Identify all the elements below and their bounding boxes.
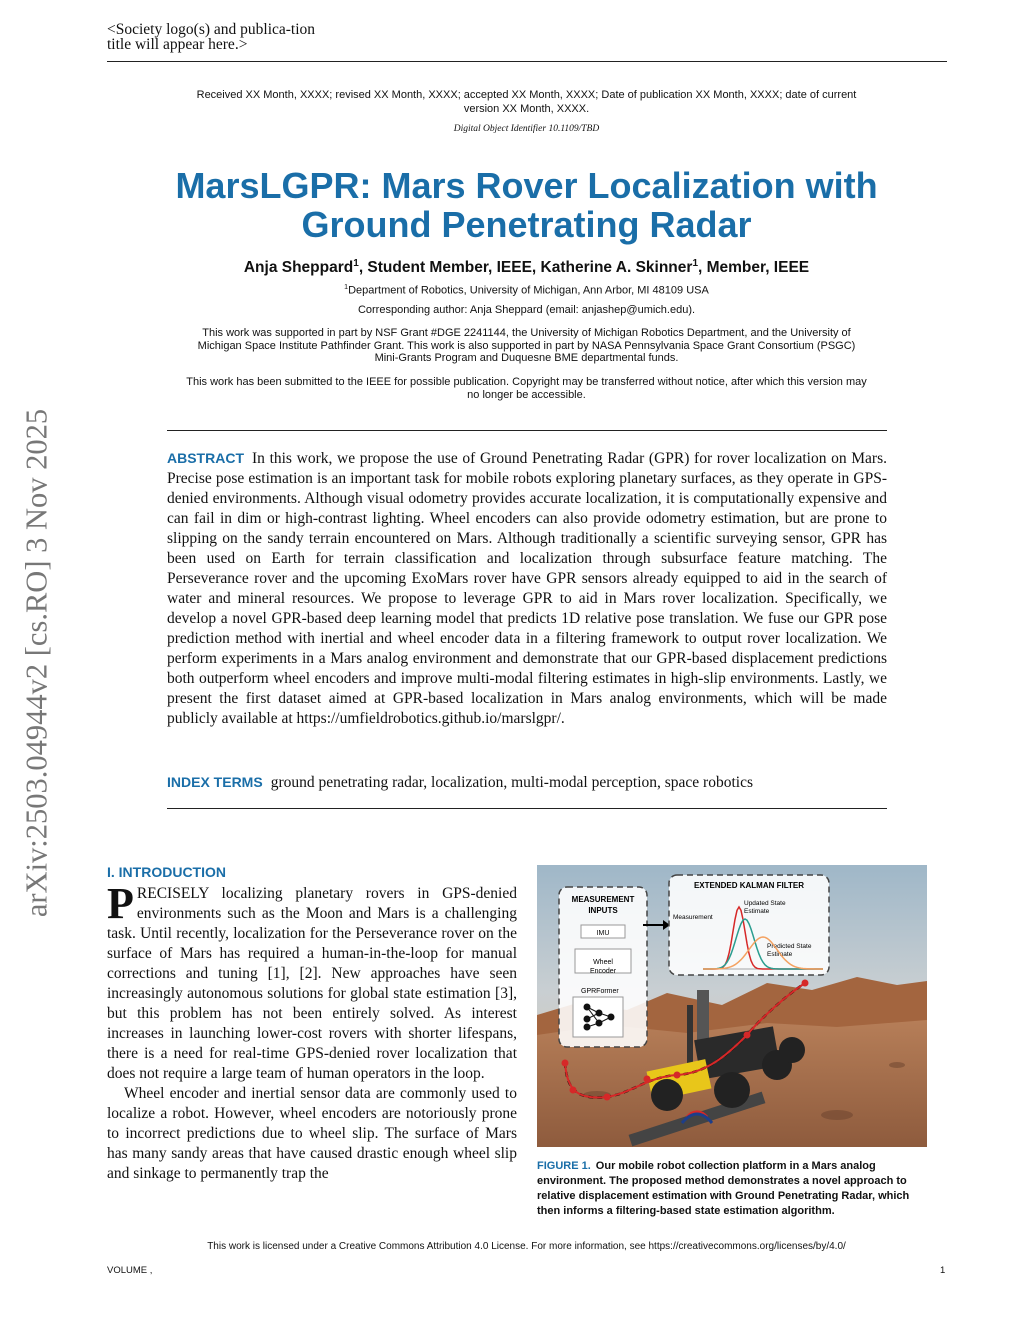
author-2-affil-mark: 1 — [692, 258, 698, 269]
intro-paragraph-2: Wheel encoder and inertial sensor data are commonly used to localize a robot. However, wheel encoders are notoriously prone to incorrect predictions due to wheel slip. The surface of Mars has many sandy areas that have caused drastic enough wheel slip and sinkage to permanently trap the — [107, 1085, 517, 1182]
author-1-affil-mark: 1 — [353, 258, 359, 269]
wheel-encoder-label: Wheel Encoder — [589, 959, 617, 975]
author-2: Katherine A. Skinner — [540, 259, 693, 277]
author-1-role: , Student Member, IEEE, — [358, 259, 541, 277]
page-number: 1 — [940, 1265, 946, 1276]
rover-wheel-1 — [651, 1079, 683, 1111]
index-terms-label: INDEX TERMS — [167, 774, 263, 790]
corresponding-author: Corresponding author: Anja Sheppard (email: anjashep@umich.edu). — [357, 304, 696, 316]
section-heading: I. INTRODUCTION — [107, 864, 226, 880]
abstract-label: ABSTRACT — [167, 450, 244, 466]
intro-paragraph-1-text: RECISELY localizing planetary rovers in GPS-denied environments such as the Moon and Mars is a challenging task. Until recently, localization for the Perseverance rover on the surface of Mars has required a human-in-the-loop for manual corrections and tuning [1], [2]. New approaches have seen increasingly autonomous solutions for global state estimation [3], but this problem has not been entirely solved. As interest increases in launching lower-cost rovers with shorter lifespans, there is a need for real-time GPS-denied rover localization that does not require a large team of human operators in the loop. — [107, 885, 517, 1082]
author-line — [150, 258, 903, 277]
measurement-label: Measurement — [673, 914, 713, 921]
author-1: Anja Sheppard — [243, 259, 354, 277]
updated-state-label: Updated State Estimate — [744, 900, 786, 915]
affiliation-mark: 1 — [344, 284, 349, 291]
abstract-top-rule — [167, 430, 887, 431]
paper-title: MarsLGPR: Mars Rover Localization with Ground Penetrating Radar — [175, 165, 878, 245]
caption-text: Our mobile robot collection platform in a Mars analog environment. The proposed method demonstrates a novel approach to relative displacement estimation with Ground Penetrating Radar, which then informs a filtering-based state estimation algorithm. — [537, 1160, 910, 1217]
measurement-inputs-panel — [559, 887, 647, 1047]
figure-label: FIGURE 1. — [537, 1160, 591, 1172]
header-rule — [107, 61, 947, 62]
figure-1-image — [537, 865, 927, 1147]
intro-paragraph-1 — [107, 879, 517, 1084]
author-2-role: , Member, IEEE — [698, 259, 810, 277]
arxiv-id: arXiv:2503.04944v2 [cs.RO] 3 Nov 2025 — [19, 408, 54, 917]
figure-caption — [537, 1159, 929, 1219]
rover-wheel-4 — [779, 1037, 805, 1063]
affiliation-text: Department of Robotics, University of Michigan, Ann Arbor, MI 48109 USA — [348, 284, 709, 297]
gprformer-label: GPRFormer — [581, 988, 619, 995]
ekf-title: EXTENDED KALMAN FILTER — [693, 881, 805, 890]
doi: Digital Object Identifier 10.1109/TBD — [453, 124, 600, 134]
introduction-body — [107, 879, 517, 1184]
imu-label: IMU — [596, 930, 610, 937]
affiliation — [150, 284, 903, 297]
network-icon-box — [573, 997, 623, 1037]
society-placeholder: <Society logo(s) and publica-tion title will appear here.> — [107, 21, 316, 53]
drop-cap: P — [107, 879, 134, 928]
measurement-inputs-title: MEASUREMENT INPUTS — [571, 895, 635, 915]
abstract — [167, 448, 887, 729]
arxiv-watermark — [14, 375, 60, 950]
predicted-state-label: Predicted State Estimate — [767, 943, 812, 958]
funding-statement: This work was supported in part by NSF Grant #DGE 2241144, the University of Michigan Robotics Department, and the University of Michigan Space Institute Pathfinder Grant. This work is also supported in part by NASA Pennsylvania Space Grant Consortium (PSGC) Mini-Grants Program and Duquesne BME departmental funds. — [197, 327, 856, 364]
license-footer: This work is licensed under a Creative Commons Attribution 4.0 License. For more information, see https://creativecommons.org/licenses/by/4.0/ — [207, 1241, 846, 1252]
ieee-notice: This work has been submitted to the IEEE for possible publication. Copyright may be transferred without notice, after which this version may no longer be accessible. — [186, 376, 867, 401]
ekf-panel — [669, 875, 829, 975]
index-terms-text: ground penetrating radar, localization, multi-modal perception, space robotics — [270, 774, 753, 791]
volume-label: VOLUME , — [107, 1265, 153, 1276]
abstract-bottom-rule — [167, 808, 887, 809]
index-terms — [167, 772, 887, 793]
abstract-text: In this work, we propose the use of Ground Penetrating Radar (GPR) for rover localization on Mars. Precise pose estimation is an important task for mobile robots exploring planetary surfaces, as they operate in GPS-denied environments. Although visual odometry provides accurate localization, it is computationally expensive and can fail in dim or high-contrast lighting. Wheel encoders can also provide odometry estimation, but are prone to slipping on the sandy terrain encountered on Mars. Although traditionally a scientific surveying sensor, GPR has been used on Earth for terrain classification and localization through subsurface feature matching. The Perseverance rover and the upcoming ExoMars rover have GPR sensors already equipped to aid in the search of water and mineral resources. We propose to leverage GPR to aid in Mars rover localization. Specifically, we develop a novel GPR-based deep learning model that predicts 1D relative pose translation. We fuse our GPR pose prediction method with inertial and wheel encoder data in a filtering framework to output rover localization. We perform experiments in a Mars analog environment and demonstrate that our GPR-based displacement predictions both outperform wheel encoders and improve multi-modal filtering estimates in high-slip environments. Lastly, we present the first dataset aimed at GPR-based localization in Mars analog environments, which will be made publicly available at https://umfieldrobotics.github.io/marslgpr/. — [167, 450, 887, 727]
received-dates: Received XX Month, XXXX; revised XX Month, XXXX; accepted XX Month, XXXX; Date of publication XX Month, XXXX; date of current version XX Month, XXXX. — [196, 89, 857, 115]
rover-wheel-2 — [714, 1072, 750, 1108]
